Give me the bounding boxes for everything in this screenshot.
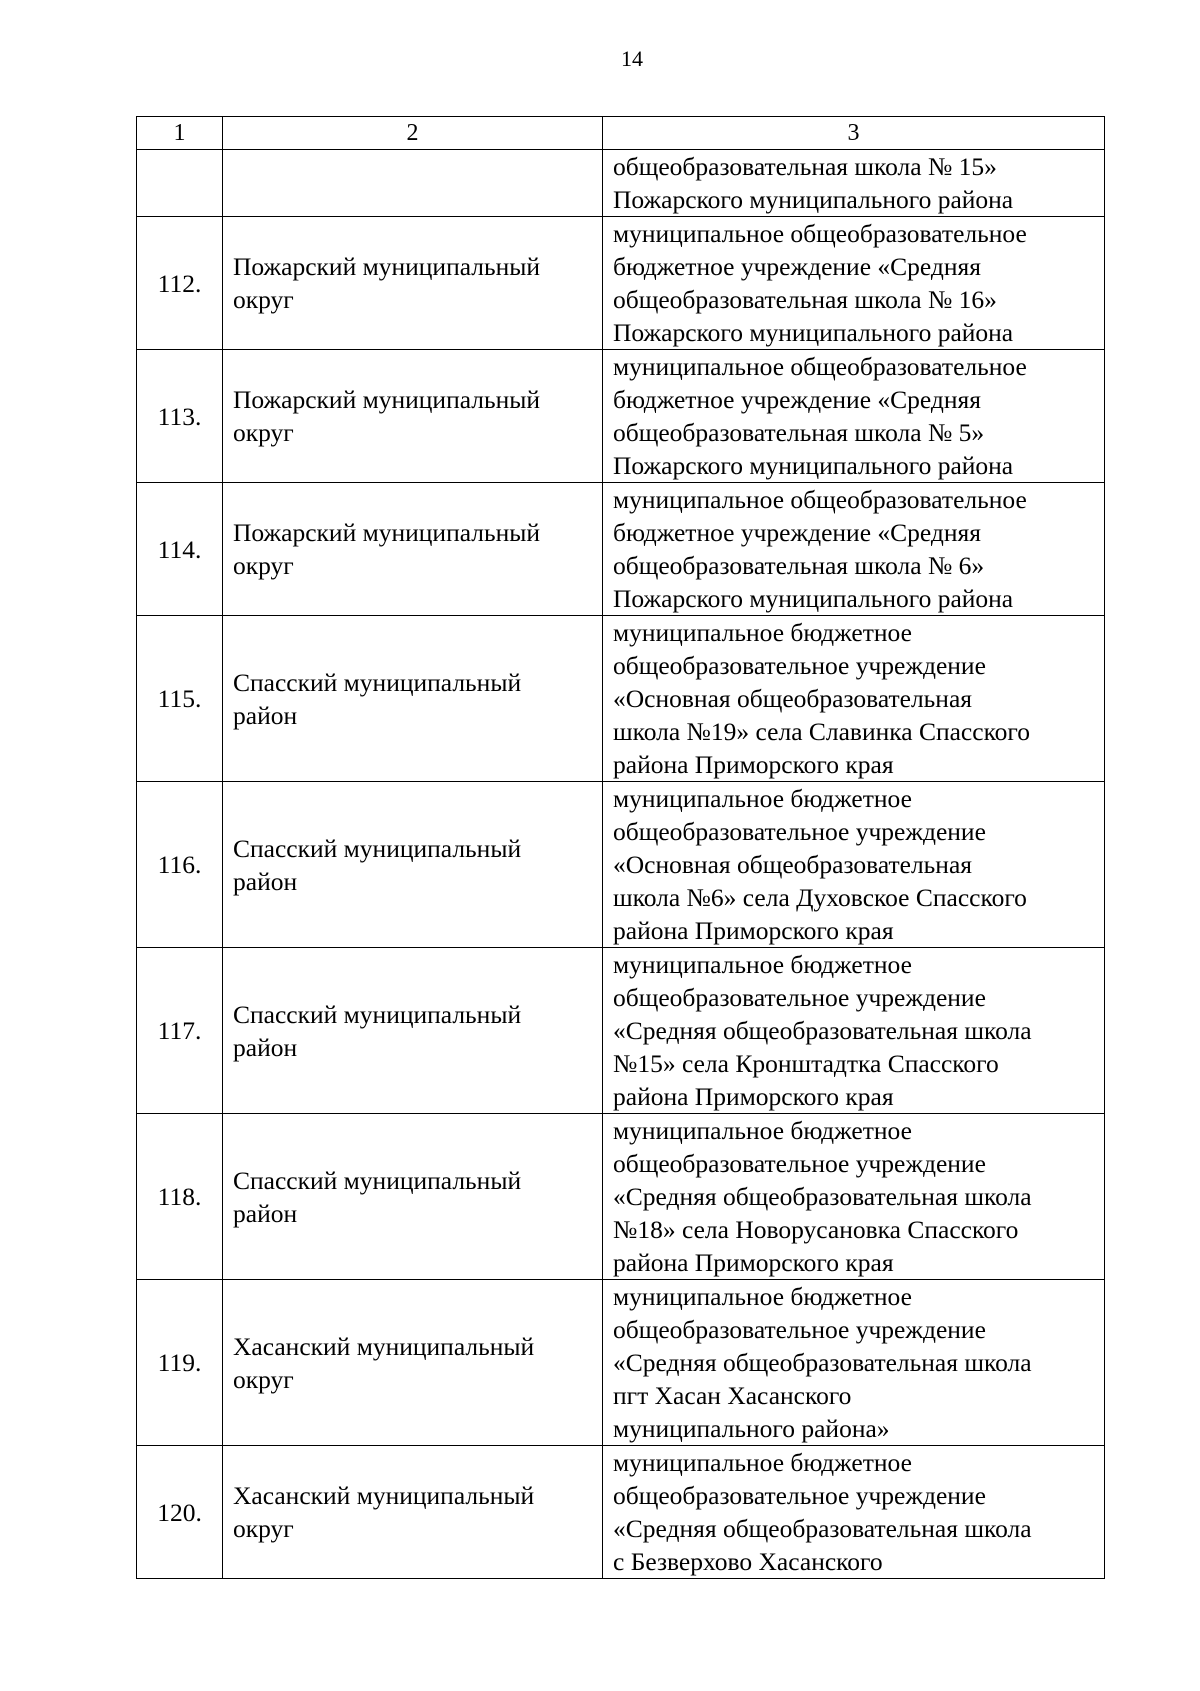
institution-cell <box>603 150 1105 217</box>
row-number: 112. <box>137 217 223 350</box>
institution-cell <box>603 1280 1105 1446</box>
schools-table <box>136 116 1105 1579</box>
district-line: Хасанский муниципальный <box>233 1331 535 1361</box>
district-line: округ <box>233 418 294 447</box>
institution-line: муниципальное бюджетное <box>613 1282 912 1311</box>
district-cell <box>223 150 603 217</box>
institution-line: бюджетное учреждение «Средняя <box>613 518 981 547</box>
institution-cell <box>603 616 1105 782</box>
district-cell <box>223 782 603 948</box>
column-header-2: 2 <box>223 117 603 150</box>
district-line: Хасанский муниципальный <box>233 1481 535 1510</box>
institution-line: бюджетное учреждение «Средняя <box>613 252 981 281</box>
district-cell <box>223 483 603 616</box>
district-cell <box>223 1280 603 1446</box>
institution-line: Пожарского муниципального района <box>613 185 1014 214</box>
institution-line: общеобразовательное учреждение <box>613 817 986 846</box>
institution-line: общеобразовательная школа № 16» <box>613 285 997 314</box>
table-row <box>137 150 1105 217</box>
table-row <box>137 1446 1105 1579</box>
institution-line: района Приморского края <box>613 750 894 779</box>
district-line: Спасский муниципальный <box>233 667 522 697</box>
row-number: 115. <box>137 616 223 782</box>
institution-line: муниципальное бюджетное <box>613 1116 912 1145</box>
institution-line: общеобразовательная школа № 6» <box>613 551 985 580</box>
table-row <box>137 948 1105 1114</box>
institution-line: муниципальное бюджетное <box>613 1448 912 1477</box>
table-header-row <box>137 117 1105 150</box>
institution-cell <box>603 948 1105 1114</box>
table-row <box>137 1280 1105 1446</box>
institution-line: школа №19» села Славинка Спасского <box>613 717 1030 746</box>
row-number: 113. <box>137 350 223 483</box>
column-header-3: 3 <box>603 117 1105 150</box>
institution-line: муниципального района» <box>613 1414 890 1443</box>
table-row <box>137 217 1105 350</box>
district-cell <box>223 616 603 782</box>
institution-line: «Средняя общеобразовательная школа <box>613 1514 1032 1543</box>
institution-line: «Средняя общеобразовательная школа <box>613 1182 1032 1211</box>
institution-line: муниципальное общеобразовательное <box>613 485 1027 514</box>
column-header-1: 1 <box>137 117 223 150</box>
district-line: Спасский муниципальный <box>233 833 522 863</box>
institution-line: общеобразовательное учреждение <box>613 1149 986 1178</box>
table-row <box>137 350 1105 483</box>
institution-line: общеобразовательное учреждение <box>613 651 986 680</box>
institution-line: пгт Хасан Хасанского <box>613 1381 852 1410</box>
institution-line: Пожарского муниципального района <box>613 584 1014 613</box>
institution-line: общеобразовательная школа № 15» <box>613 152 997 181</box>
row-number: 114. <box>137 483 223 616</box>
table-row <box>137 782 1105 948</box>
institution-line: школа №6» села Духовское Спасского <box>613 883 1027 912</box>
district-line: Пожарский муниципальный <box>233 518 541 547</box>
institution-line: «Основная общеобразовательная <box>613 684 973 713</box>
institution-line: Пожарского муниципального района <box>613 318 1014 347</box>
row-number: 120. <box>137 1446 223 1579</box>
row-number: 118. <box>137 1114 223 1280</box>
district-cell <box>223 948 603 1114</box>
institution-cell <box>603 350 1105 483</box>
district-cell <box>223 350 603 483</box>
institution-line: общеобразовательное учреждение <box>613 1481 986 1510</box>
institution-line: муниципальное бюджетное <box>613 784 912 813</box>
page-number: 14 <box>621 46 643 71</box>
district-line: Спасский муниципальный <box>233 999 522 1029</box>
district-line: район <box>233 1198 298 1228</box>
institution-line: с Безверхово Хасанского <box>613 1547 883 1576</box>
district-cell <box>223 217 603 350</box>
institution-line: Пожарского муниципального района <box>613 451 1014 480</box>
district-line: Пожарский муниципальный <box>233 385 541 414</box>
district-line: округ <box>233 551 294 580</box>
table-row <box>137 616 1105 782</box>
row-number: 116. <box>137 782 223 948</box>
institution-line: общеобразовательная школа № 5» <box>613 418 985 447</box>
institution-line: муниципальное бюджетное <box>613 618 912 647</box>
district-line: округ <box>233 1364 294 1394</box>
row-number: 117. <box>137 948 223 1114</box>
institution-line: «Основная общеобразовательная <box>613 850 973 879</box>
institution-line: №18» села Новорусановка Спасского <box>613 1215 1019 1244</box>
district-cell <box>223 1446 603 1579</box>
institution-line: муниципальное бюджетное <box>613 950 912 979</box>
district-line: округ <box>233 1514 294 1543</box>
institution-line: района Приморского края <box>613 1248 894 1277</box>
institution-cell <box>603 1446 1105 1579</box>
district-line: Пожарский муниципальный <box>233 252 541 281</box>
institution-line: «Средняя общеобразовательная школа <box>613 1016 1032 1045</box>
institution-line: общеобразовательное учреждение <box>613 1315 986 1344</box>
district-line: район <box>233 1032 298 1062</box>
institution-line: бюджетное учреждение «Средняя <box>613 385 981 414</box>
institution-line: района Приморского края <box>613 916 894 945</box>
institution-line: общеобразовательное учреждение <box>613 983 986 1012</box>
institution-cell <box>603 1114 1105 1280</box>
district-cell <box>223 1114 603 1280</box>
table-row <box>137 483 1105 616</box>
district-line: район <box>233 866 298 896</box>
district-line: район <box>233 700 298 730</box>
institution-cell <box>603 217 1105 350</box>
district-line: округ <box>233 285 294 314</box>
institution-line: муниципальное общеобразовательное <box>613 352 1027 381</box>
district-line: Спасский муниципальный <box>233 1165 522 1195</box>
row-number: 119. <box>137 1280 223 1446</box>
institution-line: «Средняя общеобразовательная школа <box>613 1348 1032 1377</box>
institution-line: №15» села Кронштадтка Спасского <box>613 1049 999 1078</box>
institution-cell <box>603 483 1105 616</box>
row-number <box>137 150 223 217</box>
institution-line: муниципальное общеобразовательное <box>613 219 1027 248</box>
institution-line: района Приморского края <box>613 1082 894 1111</box>
table-row <box>137 1114 1105 1280</box>
institution-cell <box>603 782 1105 948</box>
